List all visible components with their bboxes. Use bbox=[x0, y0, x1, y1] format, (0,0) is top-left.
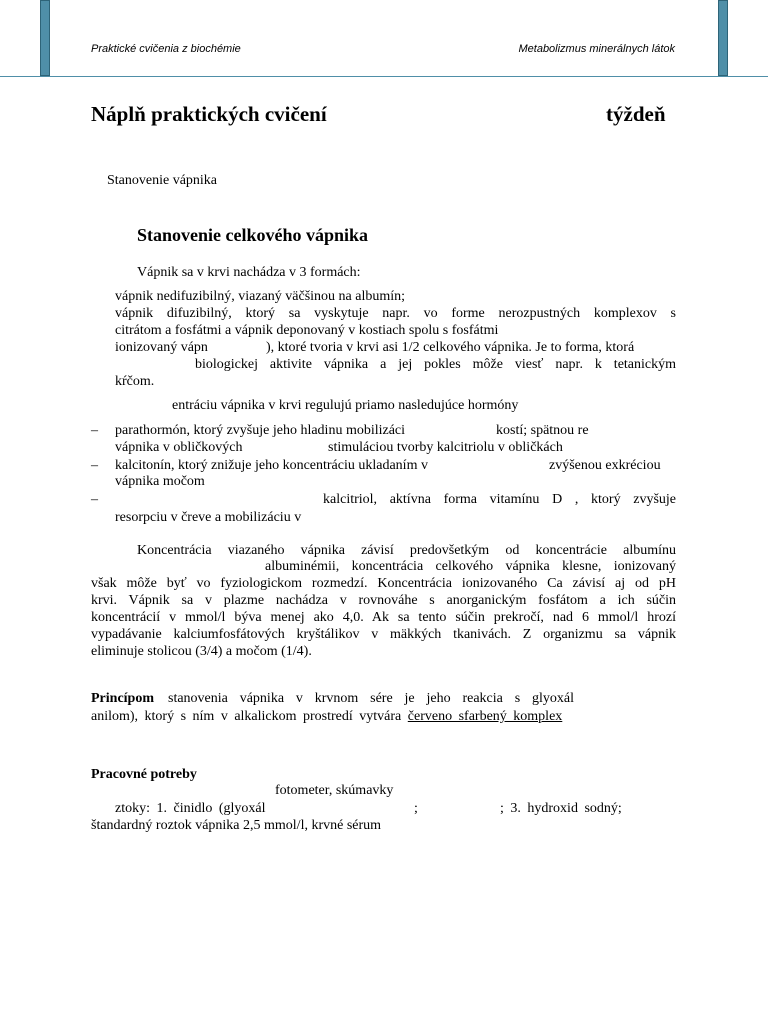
principle-bold: Princípom bbox=[91, 691, 154, 706]
form-line-5: biologickej aktivite vápnika a jej pokles môže viesť napr. k tetanickým bbox=[195, 357, 676, 372]
paragraph-line-4: krvi. Vápnik sa v plazme nachádza v rovnováhe s anorganickým fosfátom a ich súčin bbox=[91, 593, 676, 608]
paragraph-line-7: eliminuje stolicou (3/4) a močom (1/4). bbox=[91, 644, 312, 659]
subtitle: Stanovenie vápnika bbox=[107, 173, 218, 188]
needs-line-2a: ztoky: 1. činidlo (glyoxál bbox=[115, 801, 266, 816]
form-line-3: citrátom a fosfátmi a vápnik deponovaný v kostiach spolu s fosfátmi bbox=[115, 323, 499, 338]
needs-heading: Pracovné potreby bbox=[91, 767, 197, 782]
form-line-6: kŕčom. bbox=[115, 374, 155, 389]
header-accent-bar-right bbox=[718, 0, 728, 76]
form-line-4a: ionizovaný vápn bbox=[115, 340, 208, 355]
hormone-line-1a: parathormón, ktorý zvyšuje jeho hladinu mobilizáci bbox=[115, 423, 406, 438]
paragraph-line-3: však môže byť vo fyziologickom rozmedzí. Koncentrácia ionizovaného Ca závisí aj od pH bbox=[91, 576, 676, 591]
needs-line-2b: ; bbox=[414, 801, 418, 816]
list-dash: – bbox=[91, 423, 98, 438]
paragraph-line-5: koncentrácií v mmol/l býva menej ako 4,0. Ak sa tento súčin prekročí, nad 6 mmol/l hrozí bbox=[91, 610, 676, 625]
hormones-intro: entráciu vápnika v krvi regulujú priamo nasledujúce hormóny bbox=[172, 398, 519, 413]
header-left-text: Praktické cvičenia z biochémie bbox=[91, 43, 241, 55]
paragraph-line-6: vypadávanie kalciumfosfátových kryštálikov v mäkkých tkanivách. Z organizmu sa vápnik bbox=[91, 627, 676, 642]
hormone-line-1b: kostí; spätnou re bbox=[496, 423, 589, 438]
needs-line-2c: ; 3. hydroxid sodný; bbox=[500, 801, 622, 816]
header-divider bbox=[0, 76, 768, 77]
header-accent-bar-left bbox=[40, 0, 50, 76]
section-heading: Stanovenie celkového vápnika bbox=[137, 225, 369, 245]
hormone-line-6: resorpciu v čreve a mobilizáciu v bbox=[115, 510, 302, 525]
hormone-line-4: vápnika močom bbox=[115, 474, 205, 489]
list-dash: – bbox=[91, 458, 98, 473]
header-right-text: Metabolizmus minerálnych látok bbox=[518, 43, 675, 55]
form-line-4b: ), ktoré tvoria v krvi asi 1/2 celkového vápnika. Je to forma, ktorá bbox=[266, 340, 635, 355]
principle-line-2-text: anilom), ktorý s ním v alkalickom prostredí vytvára bbox=[91, 709, 402, 724]
hormone-line-2a: vápnika v obličkových bbox=[115, 440, 243, 455]
form-line-2: vápnik difuzibilný, ktorý sa vyskytuje napr. vo forme nerozpustných komplexov s bbox=[115, 306, 676, 321]
list-dash: – bbox=[91, 492, 98, 507]
paragraph-line-1: Koncentrácia viazaného vápnika závisí predovšetkým od koncentrácie albumínu bbox=[137, 543, 676, 558]
principle-line-1: stanovenia vápnika v krvnom sére je jeho reakcia s glyoxál bbox=[168, 691, 574, 706]
page-title: Náplň praktických cvičení bbox=[91, 102, 327, 126]
hormone-line-3b: zvýšenou exkréciou bbox=[549, 458, 661, 473]
intro-text: Vápnik sa v krvi nachádza v 3 formách: bbox=[137, 265, 361, 280]
paragraph-line-2: albuminémii, koncentrácia celkového vápnika klesne, ionizovaný bbox=[265, 559, 676, 574]
form-line-1: vápnik nedifuzibilný, viazaný väčšinou na albumín; bbox=[115, 289, 406, 304]
principle-highlight: červeno sfarbený komplex bbox=[407, 709, 563, 724]
principle-line-2 bbox=[91, 708, 562, 725]
needs-line-1: fotometer, skúmavky bbox=[275, 783, 394, 798]
hormone-line-3a: kalcitonín, ktorý znižuje jeho koncentráciu ukladaním v bbox=[115, 458, 428, 473]
needs-line-3: štandardný roztok vápnika 2,5 mmol/l, krvné sérum bbox=[91, 818, 382, 833]
page-title-week: týždeň bbox=[606, 102, 666, 126]
hormone-line-5: kalcitriol, aktívna forma vitamínu D , ktorý zvyšuje bbox=[323, 492, 676, 507]
hormone-line-2b: stimuláciou tvorby kalcitriolu v obličkách bbox=[328, 440, 563, 455]
